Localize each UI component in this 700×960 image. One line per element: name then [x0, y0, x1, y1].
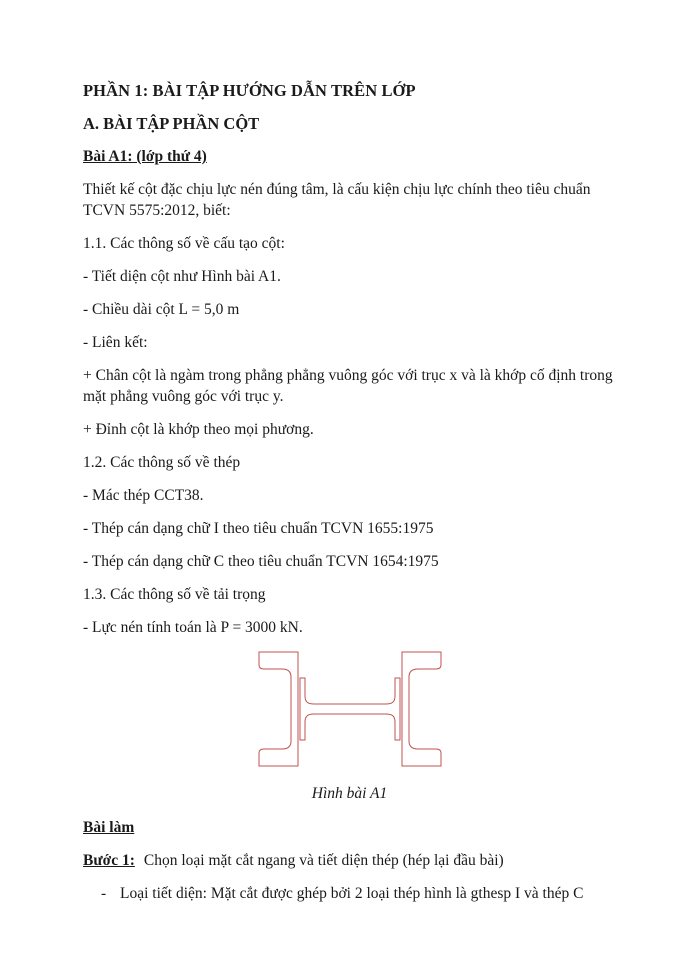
intro-paragraph: Thiết kế cột đặc chịu lực nén đúng tâm, là cấu kiện chịu lực chính theo tiêu chuẩn TCVN 5575:2012, biết:	[83, 181, 591, 219]
section-1-1-item: - Chiều dài cột L = 5,0 m	[83, 301, 240, 318]
section-1-3-item: - Lực nén tính toán là P = 3000 kN.	[83, 619, 303, 636]
right-channel-outline	[402, 652, 441, 766]
step-1-line	[83, 850, 616, 871]
bullet-text: Loại tiết diện: Mặt cắt được ghép bởi 2 loại thép hình là gthesp I và thép C	[120, 885, 584, 902]
figure-caption: Hình bài A1	[311, 785, 388, 802]
part-title: PHẦN 1: BÀI TẬP HƯỚNG DẪN TRÊN LỚP	[83, 81, 416, 100]
section-1-1-item: - Tiết diện cột như Hình bài A1.	[83, 268, 281, 285]
section-1-2-heading: 1.2. Các thông số về thép	[83, 454, 241, 471]
step-1-text: Chọn loại mặt cắt ngang và tiết diện thép (hép lại đầu bài)	[143, 852, 504, 869]
exercise-heading: Bài A1: (lớp thứ 4)	[83, 148, 207, 165]
section-1-1-sub-item: + Đỉnh cột là khớp theo mọi phương.	[83, 421, 314, 438]
section-1-1-heading: 1.1. Các thông số về cấu tạo cột:	[83, 235, 285, 252]
section-a-heading: A. BÀI TẬP PHẦN CỘT	[83, 114, 260, 133]
bullet-dash: -	[101, 885, 107, 902]
steel-cross-section-drawing	[258, 650, 442, 768]
section-1-2-item: - Mác thép CCT38.	[83, 487, 204, 504]
section-1-3-heading: 1.3. Các thông số về tải trọng	[83, 586, 266, 603]
section-1-2-item: - Thép cán dạng chữ I theo tiêu chuẩn TCVN 1655:1975	[83, 520, 434, 537]
i-beam-outline	[300, 678, 400, 740]
section-1-1-sub-item: + Chân cột là ngàm trong phẳng phẳng vuông góc với trục x và là khớp cố định trong mặt phẳng vuông góc với trục y.	[83, 367, 613, 405]
section-1-2-item: - Thép cán dạng chữ C theo tiêu chuẩn TCVN 1654:1975	[83, 553, 439, 570]
solution-heading: Bài làm	[83, 819, 135, 836]
cross-section-figure	[83, 650, 616, 803]
step-1-bullet	[101, 883, 616, 904]
step-1-label: Bước 1:	[83, 852, 135, 869]
section-1-1-item: - Liên kết:	[83, 334, 148, 351]
left-channel-outline	[259, 652, 298, 766]
